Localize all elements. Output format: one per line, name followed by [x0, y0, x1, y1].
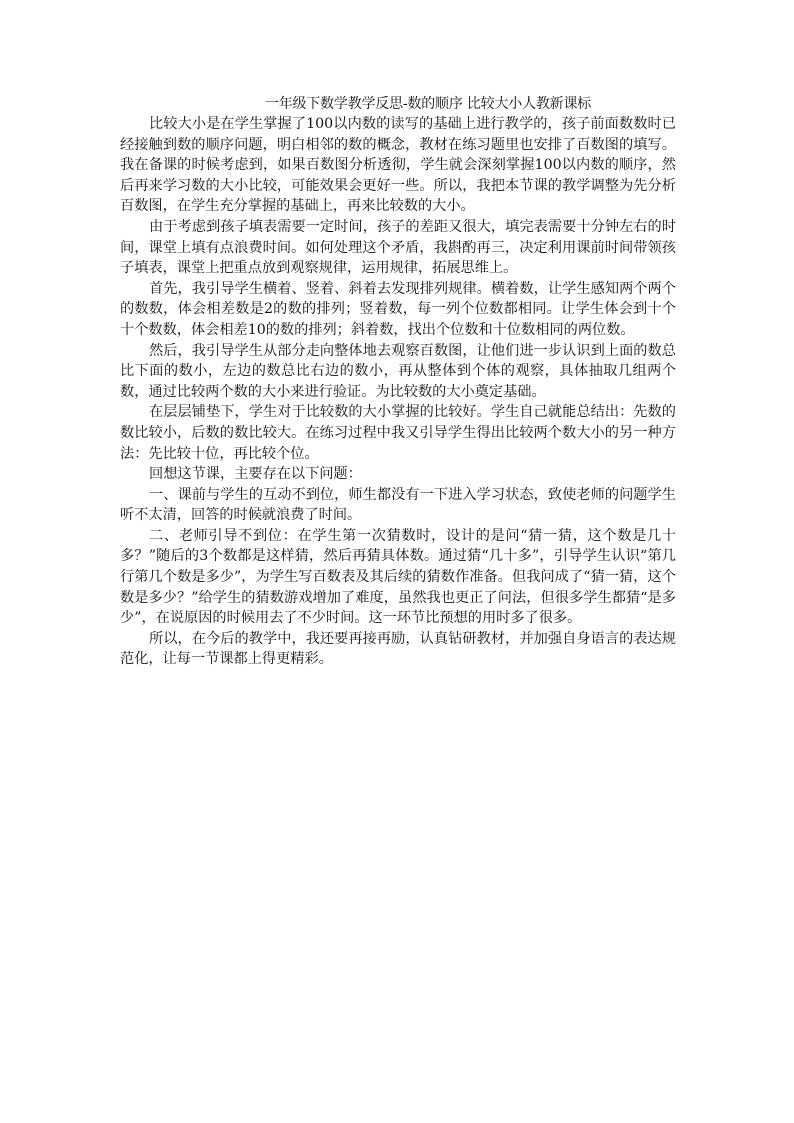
paragraph-issue-two: 二、老师引导不到位：在学生第一次猜数时，设计的是问“猜一猜，这个数是几十多？”随后的3个数都是这样猜，然后再猜具体数。通过猜“几十多”，引导学生认识“第几行第几个数是多少”，为学生写百数表及其后续的猜数作准备。但我问成了“猜一猜，这个数是多少？”给学生的猜数游戏增加了难度，虽然我也更正了问法，但很多学生都猜“是多少”，在说原因的时候用去了不少时间。这一环节比预想的用时多了很多。	[120, 527, 676, 627]
paragraph-intro: 比较大小是在学生掌握了100以内数的读写的基础上进行教学的，孩子前面数数时已经接触到数的顺序问题，明白相邻的数的概念，教材在练习题里也安排了百数图的填写。我在备课的时候考虑到，如果百数图分析透彻，学生就会深刻掌握100以内数的顺序，然后再来学习数的大小比较，可能效果会更好一些。所以，我把本节课的教学调整为先分析百数图，在学生充分掌握的基础上，再来比较数的大小。	[120, 116, 676, 215]
paragraph-foundation: 在层层铺垫下，学生对于比较数的大小掌握的比较好。学生自己就能总结出：先数的数比较小，后数的数比较大。在练习过程中我又引导学生得出比较两个数大小的另一种方法：先比较十位，再比较个位。	[120, 404, 676, 462]
paragraph-time-consideration: 由于考虑到孩子填表需要一定时间，孩子的差距又很大，填完表需要十分钟左右的时间，课堂上填有点浪费时间。如何处理这个矛盾，我斟酌再三，决定利用课前时间带领孩子填表，课堂上把重点放到观察规律，运用规律，拓展思维上。	[120, 218, 676, 277]
paragraph-first: 首先，我引导学生横着、竖着、斜着去发现排列规律。横着数，让学生感知两个两个的数数，体会相差数是2的数的排列；竖着数，每一列个位数都相同。让学生体会到十个十个数数，体会相差10的数的排列；斜着数，找出个位数和十位数相同的两位数。	[120, 280, 676, 338]
document-body	[120, 94, 676, 670]
paragraph-reflection-heading: 回想这节课，主要存在以下问题：	[149, 466, 362, 483]
paragraph-issue-one: 一、课前与学生的互动不到位，师生都没有一下进入学习状态，致使老师的问题学生听不太清，回答的时候就浪费了时间。	[120, 486, 676, 524]
paragraph-conclusion: 所以，在今后的教学中，我还要再接再励，认真钻研教材，并加强自身语言的表达规范化，让每一节课都上得更精彩。	[120, 630, 676, 668]
paragraph-then: 然后，我引导学生从部分走向整体地去观察百数图，让他们进一步认识到上面的数总比下面的数小，左边的数总比右边的数小，再从整体到个体的观察，具体抽取几组两个数，通过比较两个数的大小来进行验证。为比较数的大小奠定基础。	[120, 342, 676, 400]
document-title: 一年级下数学教学反思-数的顺序 比较大小人教新课标	[264, 96, 592, 112]
